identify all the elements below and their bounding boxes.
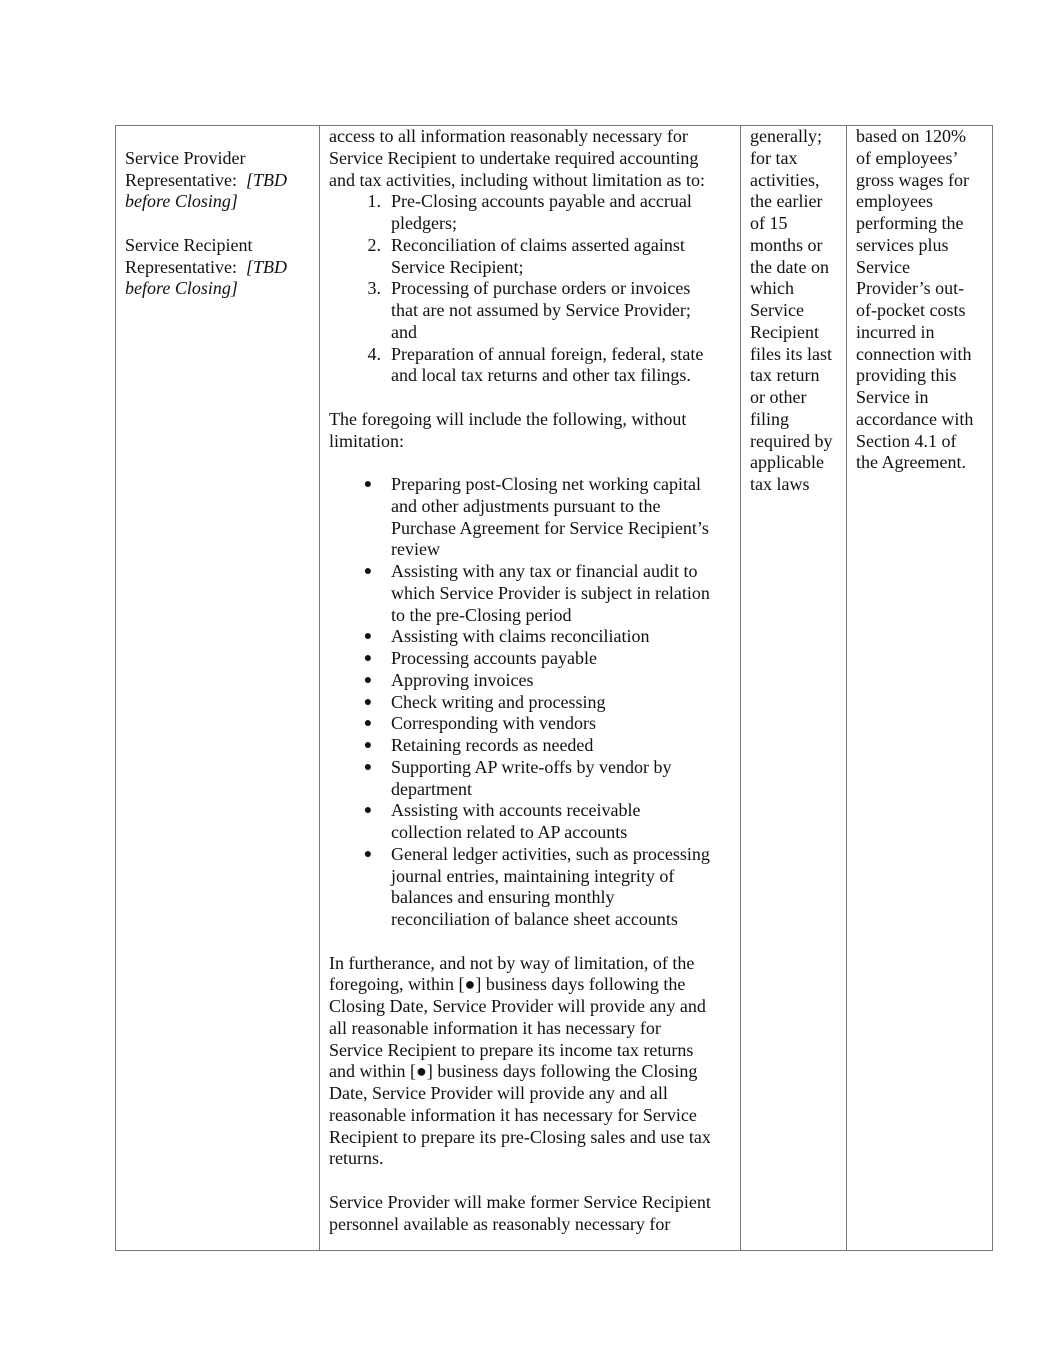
text-line: Recipient [750,321,819,342]
text-line: accordance with [856,408,974,429]
text-line: filing [750,408,789,429]
line-text: Recipient to prepare its pre-Closing sales and use tax [329,1126,711,1147]
text-line [116,257,319,279]
text-line: or other [750,387,807,407]
text-line: required by [750,430,833,451]
text-line: services plus [856,234,949,255]
bullet-item [320,757,740,779]
text-line [320,909,740,931]
text-line: employees [856,191,933,212]
text-line [116,191,319,213]
line-text: personnel available as reasonably necessary for [329,1213,671,1234]
text-line: the earlier [750,191,823,212]
italic-text: before Closing] [125,278,238,299]
line-text: Assisting with any tax or financial audit to [391,561,698,581]
line-text: journal entries, maintaining integrity of [391,865,675,886]
text-line [320,539,740,561]
bullet-item [320,844,740,866]
bullet-icon: ● [363,477,373,492]
line-text: returns. [329,1148,384,1169]
text-segment: Service Recipient [125,234,253,255]
bullet-icon: ● [363,651,373,666]
line-text: Processing of purchase orders or invoices [391,278,691,299]
line-text: that are not assumed by Service Provider; [391,300,691,320]
text-line [320,409,740,431]
line-text: Date, Service Provider will provide any and all [329,1083,668,1103]
text-line: tax laws [750,474,810,494]
line-text: Preparing post-Closing net working capital [391,474,701,494]
text-line [320,148,740,170]
text-line [320,1214,740,1236]
line-text: Processing accounts payable [391,648,597,668]
text-line [320,1018,740,1040]
text-line [116,235,319,257]
line-text: pledgers; [391,213,457,233]
line-text: foregoing, within [●] business days following the [329,974,686,995]
line-text: and tax activities, including without limitation as to: [329,169,705,190]
text-line [320,779,740,801]
line-text: to the pre-Closing period [391,604,572,625]
bullet-icon: ● [363,759,373,775]
text-line [320,1083,740,1105]
bullet-item [320,692,740,714]
text-line: providing this [856,365,957,386]
text-line [116,170,319,192]
line-text: Check writing and processing [391,691,606,712]
text-line [116,278,319,300]
text-segment: Representative: [125,256,246,277]
text-line [320,257,740,279]
text-line [320,605,740,627]
text-line [320,126,740,148]
service-description-cell [320,126,741,1250]
line-text: reconciliation of balance sheet accounts [391,909,678,929]
bullet-icon: ● [363,803,373,819]
line-text: and within [●] business days following the Closing [329,1061,698,1082]
line-text: all reasonable information it has necessary for [329,1017,661,1038]
line-text: access to all information reasonably necessary for [329,126,688,146]
text-line [320,996,740,1018]
bullet-item [320,648,740,670]
line-text: Service Provider will make former Service Recipient [329,1191,711,1212]
representatives-cell [116,126,320,1250]
text-line: incurred in [856,321,935,342]
line-text: Assisting with accounts receivable [391,800,641,821]
italic-text: before Closing] [125,191,238,212]
bullet-icon: ● [363,694,373,710]
bullet-item [320,670,740,692]
text-line [320,1170,740,1192]
bullet-icon: ● [363,846,373,862]
text-line [116,213,319,235]
line-text: reasonable information it has necessary for Service [329,1104,697,1125]
text-line: Service [856,256,910,277]
fee-cell [847,126,994,1250]
text-line [320,300,740,322]
text-line [320,1105,740,1127]
text-line: connection with [856,343,972,364]
list-number: 3. [367,278,381,299]
line-text: review [391,539,440,560]
text-line: files its last [750,343,832,364]
text-line [320,518,740,540]
bullet-icon: ● [363,738,373,753]
text-line [320,170,740,192]
text-line: performing the [856,213,964,233]
list-number: 4. [367,343,381,364]
list-number: 2. [367,234,381,255]
line-text: In furtherance, and not by way of limitation, of the [329,952,695,973]
line-text: Pre-Closing accounts payable and accrual [391,191,692,212]
text-line: the date on [750,256,829,277]
line-text: limitation: [329,430,404,451]
duration-cell [741,126,847,1250]
text-line [320,1127,740,1149]
line-text: and other adjustments pursuant to the [391,495,661,516]
text-line [320,365,740,387]
bullet-icon: ● [363,672,373,688]
line-text: department [391,778,472,799]
line-text: Closing Date, Service Provider will provide any and [329,996,706,1016]
line-text: The foregoing will include the following, without [329,408,687,429]
text-segment: Representative: [125,169,246,190]
text-line: activities, [750,169,820,190]
line-text: Service Recipient to undertake required accounting [329,147,699,168]
text-line: Section 4.1 of [856,430,957,451]
line-text: and local tax returns and other tax filings. [391,365,691,386]
line-text: Preparation of annual foreign, federal, state [391,343,704,364]
line-text: Corresponding with vendors [391,713,596,734]
list-number: 1. [367,191,381,212]
text-line: for tax [750,147,798,168]
bullet-item [320,474,740,496]
bullet-icon: ● [363,629,373,645]
text-line: months or [750,234,823,255]
text-line [320,431,740,453]
text-line [320,1040,740,1062]
text-line: the Agreement. [856,452,966,473]
numbered-item [320,344,740,366]
text-line [320,322,740,344]
bullet-item [320,735,740,757]
line-text: Purchase Agreement for Service Recipient’s [391,517,709,538]
text-line [320,387,740,409]
text-line: of employees’ [856,147,959,168]
text-line [320,213,740,235]
bullet-icon: ● [363,716,373,732]
text-line [116,148,319,170]
text-line [320,822,740,844]
line-text: Supporting AP write-offs by vendor by [391,756,672,777]
italic-text: [TBD [245,256,287,277]
line-text: General ledger activities, such as processing [391,843,710,864]
text-line [320,583,740,605]
text-line: applicable [750,452,824,473]
services-table [115,125,993,1251]
numbered-item [320,191,740,213]
line-text: Service Recipient; [391,256,524,277]
line-text: Approving invoices [391,669,534,690]
line-text: Assisting with claims reconciliation [391,626,650,647]
text-line: tax return [750,365,820,386]
text-line: which [750,278,794,299]
numbered-item [320,278,740,300]
text-line: Service [750,300,804,320]
text-line [320,953,740,975]
bullet-item [320,713,740,735]
line-text: balances and ensuring monthly [391,887,615,908]
line-text: and [391,321,417,342]
text-line [320,496,740,518]
text-segment: Service Provider [125,147,246,168]
bullet-icon: ● [363,564,373,579]
text-line: based on 120% [856,126,966,146]
text-line [320,1148,740,1170]
line-text: Service Recipient to prepare its income tax returns [329,1039,694,1060]
text-line: Provider’s out- [856,278,965,299]
bullet-item [320,626,740,648]
text-line [116,126,319,148]
text-line: of-pocket costs [856,300,966,320]
text-line: Service in [856,387,929,407]
text-line [320,974,740,996]
line-text: Reconciliation of claims asserted against [391,234,685,255]
text-line [320,1192,740,1214]
line-text: collection related to AP accounts [391,822,628,842]
text-line [320,452,740,474]
text-line: of 15 [750,213,788,233]
text-line [320,931,740,953]
text-line [320,887,740,909]
line-text: which Service Provider is subject in relation [391,582,710,603]
bullet-item [320,561,740,583]
text-line: gross wages for [856,169,969,190]
text-line [320,1061,740,1083]
numbered-item [320,235,740,257]
line-text: Retaining records as needed [391,735,594,755]
text-line [320,866,740,888]
text-line: generally; [750,126,822,146]
bullet-item [320,800,740,822]
italic-text: [TBD [245,169,287,190]
